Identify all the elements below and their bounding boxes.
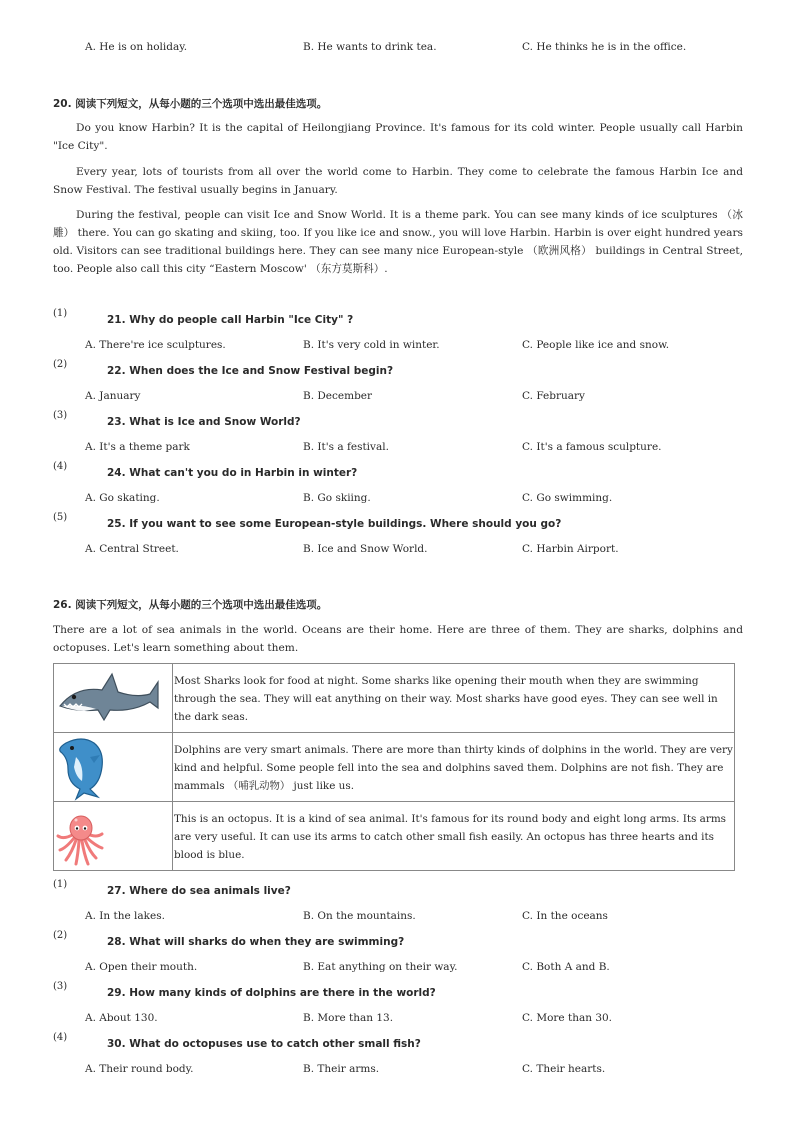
option-b[interactable]: B. Ice and Snow World. (303, 543, 428, 555)
question-21-options (85, 339, 765, 355)
option-a[interactable]: A. Open their mouth. (85, 961, 198, 973)
question-number: (3) (53, 981, 68, 992)
option-c[interactable]: C. In the oceans (522, 910, 608, 922)
option-b[interactable]: B. On the mountains. (303, 910, 416, 922)
question-number: (3) (53, 410, 68, 421)
section-20-title: 20. 阅读下列短文，从每小题的三个选项中选出最佳选项。 (53, 98, 328, 110)
option-a[interactable]: A. It's a theme park (85, 441, 190, 453)
question-25-options (85, 543, 765, 559)
option-c[interactable]: C. Go swimming. (522, 492, 613, 504)
section-26-title: 26. 阅读下列短文，从每小题的三个选项中选出最佳选项。 (53, 599, 328, 611)
dolphin-description: Dolphins are very smart animals. There are more than thirty kinds of dolphins in the world. They are very kind and helpful. Some people fell into the sea and dolphins saved them. Dolphins are not fish. They are mammals （哺乳动物） just like us. (173, 733, 735, 802)
question-number: (4) (53, 461, 68, 472)
question-22-text: 22. When does the Ice and Snow Festival begin? (107, 365, 394, 377)
question-22-options (85, 390, 765, 406)
question-number: (5) (53, 512, 68, 523)
passage-paragraph-2: Every year, lots of tourists from all over the world come to Harbin. They come to celebrate the famous Harbin Ice and Snow Festival. The festival usually begins in January. (53, 166, 743, 196)
table-row (54, 802, 735, 871)
question-number: (2) (53, 930, 68, 941)
passage-paragraph-3: During the festival, people can visit Ice and Snow World. It is a theme park. You can see many kinds of ice sculptures （冰雕） there. You can go skating and skiing, too. If you like ice and snow., you will love Harbin. Harbin is over eight hundred years old. Visitors can see traditional buildings here. They can see many nice European-style （欧洲风格） buildings in Central Street, too. People also call this city “Eastern Moscow' （东方莫斯科）. (53, 209, 743, 275)
question-29-text: 29. How many kinds of dolphins are there in the world? (107, 987, 436, 999)
shark-icon (54, 664, 172, 732)
option-a[interactable]: A. In the lakes. (85, 910, 165, 922)
table-row (54, 664, 735, 733)
question-23-options (85, 441, 765, 457)
question-30-text: 30. What do octopuses use to catch other small fish? (107, 1038, 421, 1050)
question-24-text: 24. What can't you do in Harbin in winter? (107, 467, 358, 479)
option-a[interactable]: A. There're ice sculptures. (85, 339, 226, 351)
question-27-options (85, 910, 765, 926)
question-number: (1) (53, 308, 68, 319)
dolphin-icon (54, 733, 172, 801)
option-c[interactable]: C. He thinks he is in the office. (522, 41, 687, 53)
question-28-text: 28. What will sharks do when they are swimming? (107, 936, 405, 948)
option-a[interactable]: A. About 130. (85, 1012, 158, 1024)
question-27-text: 27. Where do sea animals live? (107, 885, 291, 897)
question-23-text: 23. What is Ice and Snow World? (107, 416, 301, 428)
question-28-options (85, 961, 765, 977)
section-26-intro: There are a lot of sea animals in the world. Oceans are their home. Here are three of them. They are sharks, dolphins and octopuses. Let's learn something about them. (53, 624, 743, 654)
option-c[interactable]: C. People like ice and snow. (522, 339, 670, 351)
option-b[interactable]: B. Go skiing. (303, 492, 371, 504)
question-30-options (85, 1063, 765, 1079)
sea-animals-table (53, 663, 735, 871)
option-c[interactable]: C. Both A and B. (522, 961, 610, 973)
table-row (54, 733, 735, 802)
option-c[interactable]: C. Their hearts. (522, 1063, 606, 1075)
question-number: (1) (53, 879, 68, 890)
option-c[interactable]: C. February (522, 390, 585, 402)
table-cell-image (54, 802, 173, 871)
option-c[interactable]: C. More than 30. (522, 1012, 613, 1024)
octopus-description: This is an octopus. It is a kind of sea animal. It's famous for its round body and eight long arms. Its arms are very useful. It can use its arms to catch other small fish easily. An octopus has three hearts and its blood is blue. (173, 802, 735, 871)
option-b[interactable]: B. Eat anything on their way. (303, 961, 458, 973)
question-number: (4) (53, 1032, 68, 1043)
option-b[interactable]: B. He wants to drink tea. (303, 41, 437, 53)
shark-description: Most Sharks look for food at night. Some sharks like opening their mouth when they are swimming through the sea. They will eat anything on their way. Most sharks have good eyes. They can see well in the dark seas. (173, 664, 735, 733)
table-cell-image (54, 664, 173, 733)
option-a[interactable]: A. Go skating. (85, 492, 160, 504)
passage-paragraph-1: Do you know Harbin? It is the capital of Heilongjiang Province. It's famous for its cold winter. People usually call Harbin "Ice City". (53, 122, 743, 152)
question-number: (2) (53, 359, 68, 370)
option-c[interactable]: C. It's a famous sculpture. (522, 441, 662, 453)
question-25-text: 25. If you want to see some European-style buildings. Where should you go? (107, 518, 562, 530)
option-b[interactable]: B. December (303, 390, 373, 402)
option-a[interactable]: A. He is on holiday. (85, 41, 188, 53)
question-24-options (85, 492, 765, 508)
q19-options (85, 41, 765, 57)
table-cell-image (54, 733, 173, 802)
option-b[interactable]: B. It's very cold in winter. (303, 339, 440, 351)
question-21-text: 21. Why do people call Harbin "Ice City" ? (107, 314, 354, 326)
option-a[interactable]: A. Their round body. (85, 1063, 194, 1075)
question-29-options (85, 1012, 765, 1028)
option-b[interactable]: B. More than 13. (303, 1012, 394, 1024)
option-a[interactable]: A. Central Street. (85, 543, 179, 555)
octopus-icon (54, 802, 172, 870)
option-a[interactable]: A. January (85, 390, 141, 402)
option-b[interactable]: B. It's a festival. (303, 441, 389, 453)
option-b[interactable]: B. Their arms. (303, 1063, 380, 1075)
option-c[interactable]: C. Harbin Airport. (522, 543, 619, 555)
